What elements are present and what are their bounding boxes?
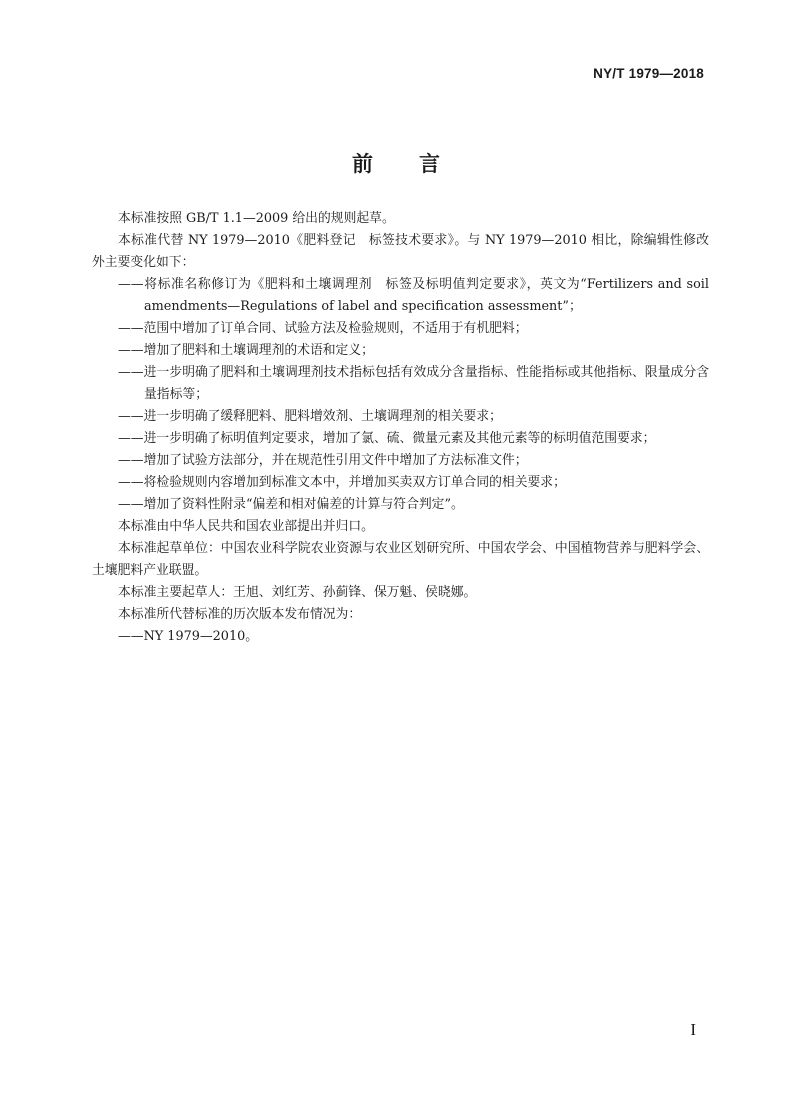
change-item: ——将检验规则内容增加到标准文本中，并增加买卖双方订单合同的相关要求； [118,475,566,490]
paragraph: 本标准主要起草人：王旭、刘红芳、孙蓟锋、保万魁、侯晓娜。 [118,585,477,600]
page-number: I [690,1020,696,1039]
change-item: ——范围中增加了订单合同、试验方法及检验规则，不适用于有机肥料； [118,321,528,336]
paragraph: 本标准按照 GB/T 1.1—2009 给出的规则起草。 [118,211,395,226]
change-item: ——增加了试验方法部分，并在规范性引用文件中增加了方法标准文件； [118,453,528,468]
foreword-body [92,208,709,648]
paragraph: 本标准代替 NY 1979—2010《肥料登记 标签技术要求》。与 NY 1979—2010 相比，除编辑性修改外主要变化如下： [92,233,709,270]
paragraph: 本标准由中华人民共和国农业部提出并归口。 [118,519,374,534]
change-item: ——增加了肥料和土壤调理剂的术语和定义； [118,343,374,358]
change-item: ——将标准名称修订为《肥料和土壤调理剂 标签及标明值判定要求》，英文为“Fertilizers and soil amendments—Regulations of label and specification assessment”； [118,277,709,314]
change-item: ——进一步明确了肥料和土壤调理剂技术指标包括有效成分含量指标、性能指标或其他指标、限量成分含量指标等； [118,365,709,402]
paragraph: 本标准起草单位：中国农业科学院农业资源与农业区划研究所、中国农学会、中国植物营养与肥料学会、土壤肥料产业联盟。 [92,541,709,578]
change-item: ——增加了资料性附录“偏差和相对偏差的计算与符合判定”。 [118,497,464,512]
change-item: ——进一步明确了标明值判定要求，增加了氯、硫、微量元素及其他元素等的标明值范围要求； [118,431,656,446]
page-title: 前言 [352,152,486,176]
history-item: ——NY 1979—2010。 [118,629,259,644]
paragraph: 本标准所代替标准的历次版本发布情况为： [118,607,362,622]
change-item: ——进一步明确了缓释肥料、肥料增效剂、土壤调理剂的相关要求； [118,409,502,424]
standard-code: NY/T 1979—2018 [593,66,704,81]
